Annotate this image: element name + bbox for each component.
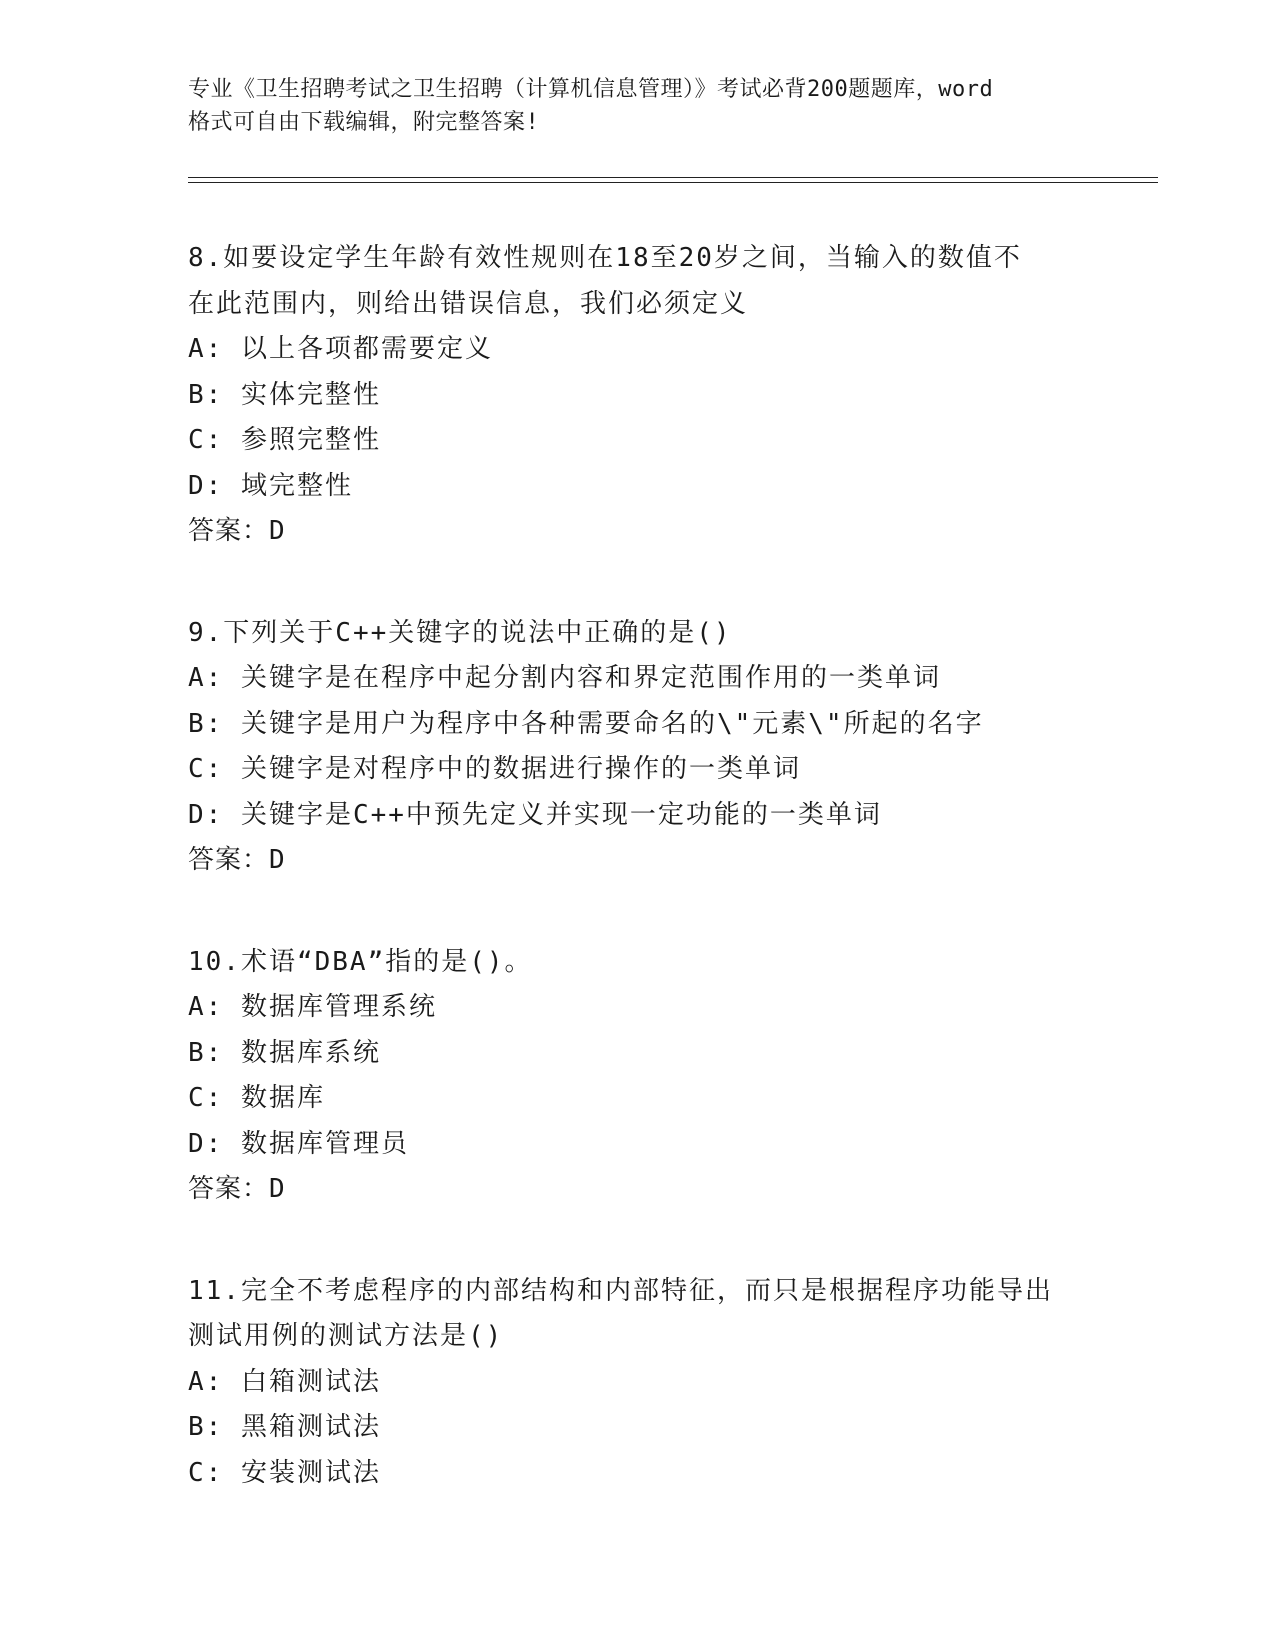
answer-option: D: 关键字是C++中预先定义并实现一定功能的一类单词 (188, 799, 882, 830)
header-line-2: 格式可自由下载编辑，附完整答案! (188, 110, 540, 135)
question-block (188, 940, 1108, 1213)
answer-key: 答案：D (188, 516, 286, 546)
question-stem-continued: 在此范围内，则给出错误信息，我们必须定义 (188, 288, 749, 319)
answer-option: C: 关键字是对程序中的数据进行操作的一类单词 (188, 754, 801, 784)
answer-option: A: 以上各项都需要定义 (188, 334, 493, 364)
answer-option: C: 参照完整性 (188, 425, 381, 455)
answer-option: A: 白箱测试法 (188, 1366, 381, 1397)
question-block (188, 611, 1108, 884)
answer-option: B: 关键字是用户为程序中各种需要命名的\"元素\"所起的名字 (188, 708, 984, 739)
header-rule-top (188, 177, 1158, 178)
question-block (188, 236, 1108, 555)
answer-option: D: 域完整性 (188, 470, 353, 501)
answer-option: B: 黑箱测试法 (188, 1412, 381, 1442)
answer-key: 答案：D (188, 845, 286, 875)
answer-option: A: 关键字是在程序中起分割内容和界定范围作用的一类单词 (188, 663, 941, 693)
header-rule-bottom (188, 182, 1158, 183)
answer-option: B: 实体完整性 (188, 379, 381, 410)
question-block (188, 1269, 1108, 1497)
question-list (188, 236, 1108, 1552)
question-stem: 10.术语“DBA”指的是()。 (188, 946, 533, 977)
document-header (188, 73, 1088, 139)
question-stem: 8.如要设定学生年龄有效性规则在18至20岁之间，当输入的数值不 (188, 243, 1022, 273)
question-stem: 11.完全不考虑程序的内部结构和内部特征，而只是根据程序功能导出 (188, 1275, 1053, 1306)
answer-option: D: 数据库管理员 (188, 1128, 409, 1159)
question-stem: 9.下列关于C++关键字的说法中正确的是() (188, 617, 732, 648)
answer-option: C: 安装测试法 (188, 1457, 381, 1488)
question-stem-continued: 测试用例的测试方法是() (188, 1321, 504, 1351)
header-line-1: 专业《卫生招聘考试之卫生招聘（计算机信息管理）》考试必背200题题库，word (188, 77, 994, 102)
answer-option: A: 数据库管理系统 (188, 992, 437, 1022)
answer-key: 答案：D (188, 1174, 286, 1204)
answer-option: C: 数据库 (188, 1083, 325, 1113)
answer-option: B: 数据库系统 (188, 1037, 381, 1068)
